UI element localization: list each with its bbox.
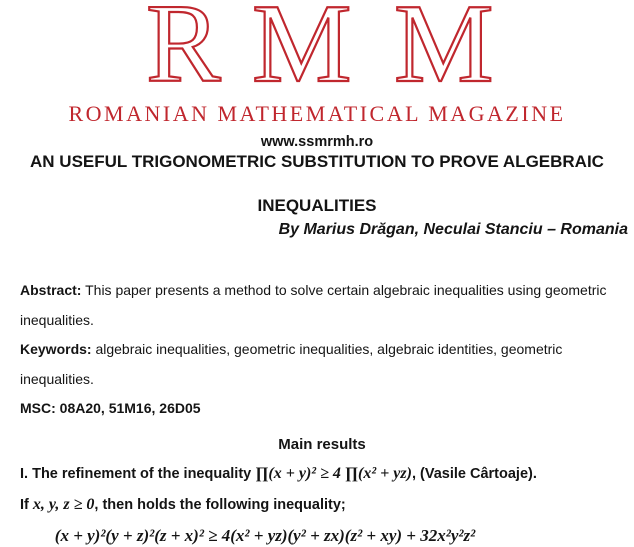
logo-letter-m1: M — [252, 2, 352, 100]
statement-2 — [20, 490, 624, 521]
statement-1 — [20, 459, 624, 490]
article-title-line2: INEQUALITIES — [257, 196, 377, 215]
abstract-label: Abstract: — [20, 282, 82, 298]
display-formula: (x + y)²(y + z)²(z + x)² ≥ 4(x² + yz)(y² + zx)(z² + xy) + 32x²y²z² — [54, 526, 476, 545]
byline: By Marius Drăgan, Neculai Stanciu – Romania — [278, 221, 628, 238]
keywords-text: algebraic inequalities, geometric inequalities, algebraic identities, geometric inequalities. — [20, 341, 563, 387]
website-url: www.ssmrmh.ro — [260, 134, 374, 150]
statement-2-inline-math: x, y, z ≥ 0 — [32, 495, 95, 513]
statement-1-prefix: I. The refinement of the inequality — [20, 466, 256, 482]
logo-letter-r: R — [146, 2, 221, 100]
article-title-line1: AN USEFUL TRIGONOMETRIC SUBSTITUTION TO PROVE ALGEBRAIC — [30, 152, 604, 171]
statement-1-suffix: , (Vasile Cârtoaje). — [411, 466, 537, 482]
section-heading-main-results: Main results — [278, 435, 366, 453]
magazine-name: ROMANIAN MATHEMATICAL MAGAZINE — [68, 101, 566, 126]
statement-2-prefix: If — [20, 496, 33, 513]
rmm-logo — [0, 2, 634, 100]
abstract-text: This paper presents a method to solve certain algebraic inequalities using geometric inequalities. — [20, 282, 607, 328]
abstract-paragraph — [20, 276, 624, 335]
logo-letter-m2: M — [394, 2, 494, 100]
keywords-paragraph — [20, 335, 624, 394]
keywords-label: Keywords: — [20, 341, 92, 357]
statement-2-suffix: , then holds the following inequality; — [94, 496, 346, 513]
msc-line: MSC: 08A20, 51M16, 26D05 — [20, 400, 201, 416]
statement-1-inline-math: ∏(x + y)² ≥ 4 ∏(x² + yz) — [255, 465, 412, 482]
article-body — [20, 276, 624, 547]
